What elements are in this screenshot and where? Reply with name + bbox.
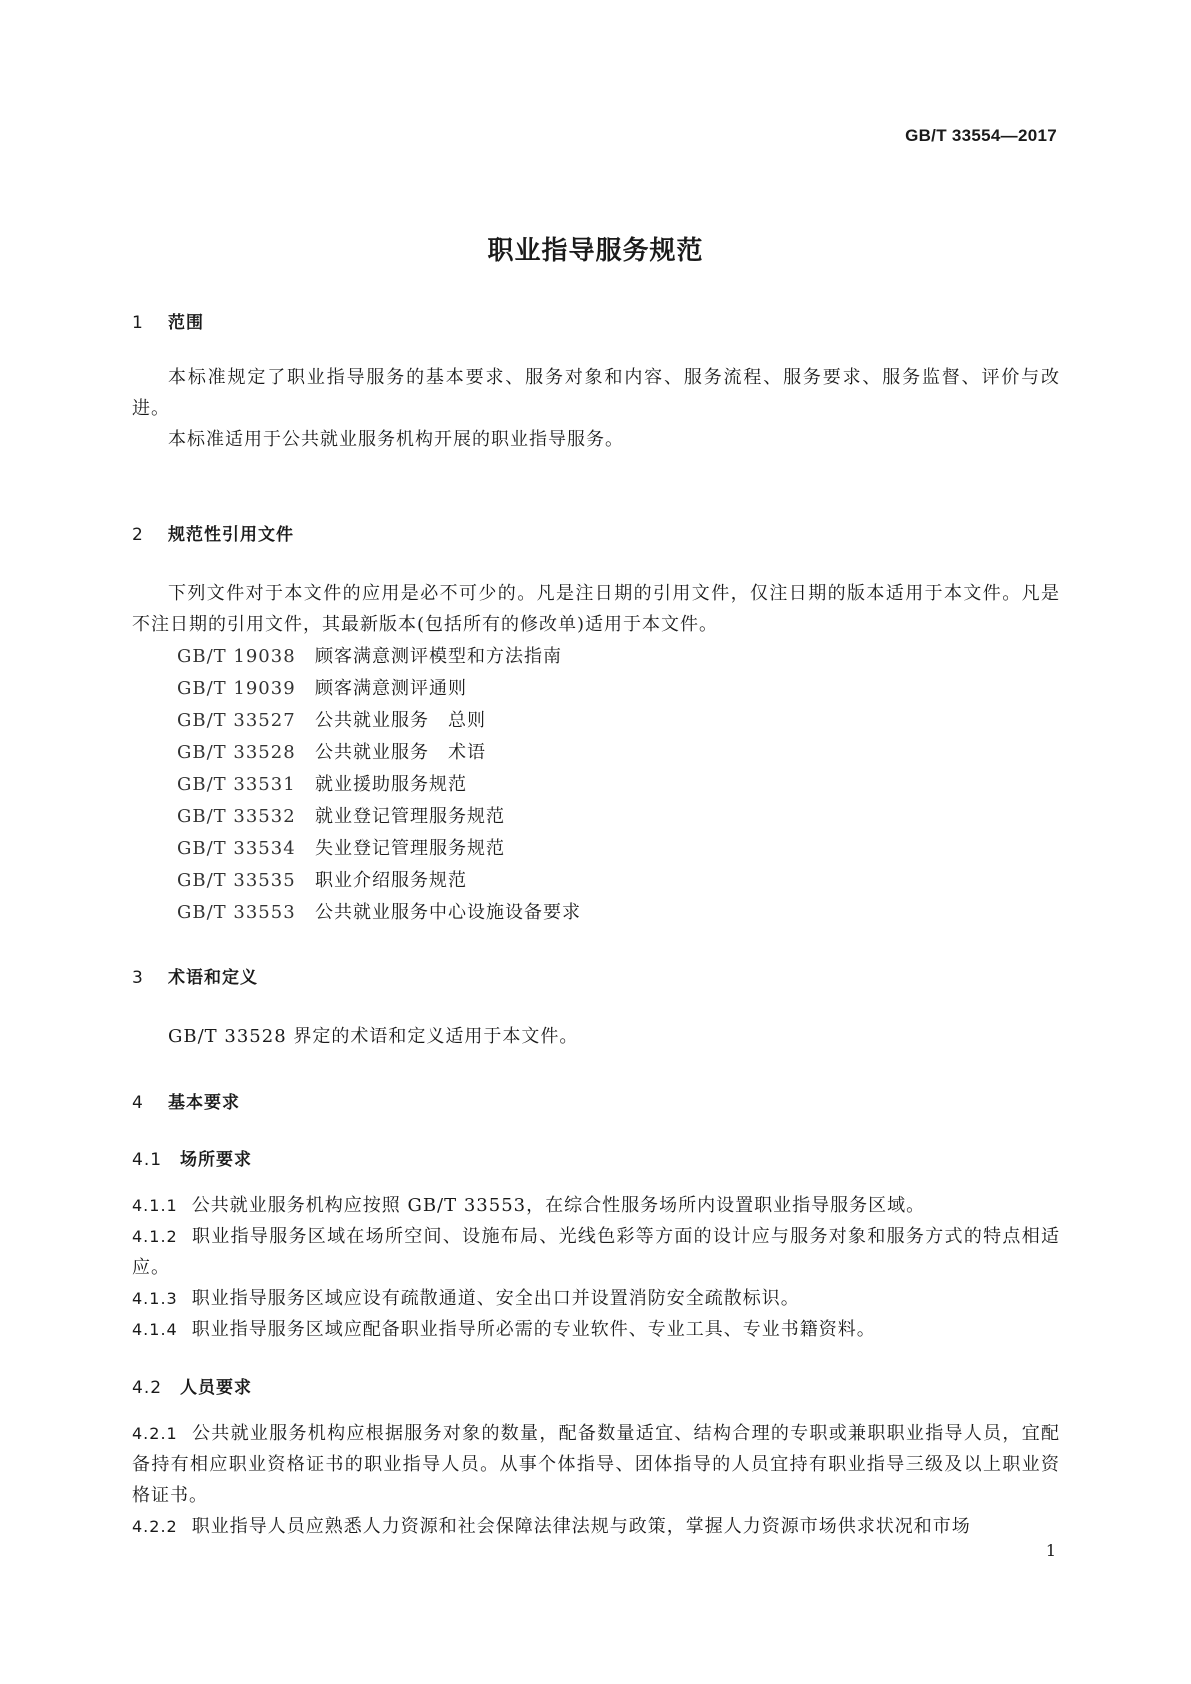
reference-title: 顾客满意测评模型和方法指南 <box>315 646 562 667</box>
section-title: 范围 <box>168 313 204 333</box>
clause-number: 4.1.4 <box>132 1320 178 1339</box>
section-number: 3 <box>132 968 144 988</box>
section-title: 基本要求 <box>168 1093 240 1113</box>
reference-item <box>177 769 581 801</box>
section-number: 1 <box>132 313 144 333</box>
section-1-paragraph: 本标准适用于公共就业服务机构开展的职业指导服务。 <box>168 429 624 450</box>
clause-text: 职业指导人员应熟悉人力资源和社会保障法律法规与政策，掌握人力资源市场供求状况和市场 <box>191 1516 971 1537</box>
section-1-paragraph: 本标准规定了职业指导服务的基本要求、服务对象和内容、服务流程、服务要求、服务监督、评价与改进。 <box>132 367 1060 419</box>
reference-code: GB/T 33527 <box>177 710 296 731</box>
reference-code: GB/T 33535 <box>177 870 296 891</box>
reference-item <box>177 705 581 737</box>
reference-item <box>177 897 581 929</box>
normative-reference-list <box>177 641 581 929</box>
reference-code: GB/T 33532 <box>177 806 296 827</box>
subsection-title: 场所要求 <box>180 1150 252 1170</box>
clause-4-1-2 <box>132 1221 1060 1283</box>
reference-title: 顾客满意测评通则 <box>315 678 467 699</box>
clause-4-2-1 <box>132 1418 1060 1511</box>
reference-title: 职业介绍服务规范 <box>315 870 467 891</box>
subsection-4-1-heading <box>132 1145 252 1170</box>
subsection-4-2-heading <box>132 1373 252 1398</box>
reference-item <box>177 673 581 705</box>
reference-title: 失业登记管理服务规范 <box>315 838 505 859</box>
reference-title: 公共就业服务 总则 <box>315 710 486 731</box>
page-number: 1 <box>1045 1541 1056 1560</box>
reference-title: 就业登记管理服务规范 <box>315 806 505 827</box>
reference-title: 就业援助服务规范 <box>315 774 467 795</box>
clause-text: 职业指导服务区域应配备职业指导所必需的专业软件、专业工具、专业书籍资料。 <box>191 1319 876 1340</box>
clause-text: 职业指导服务区域应设有疏散通道、安全出口并设置消防安全疏散标识。 <box>191 1288 800 1309</box>
standard-code: GB/T 33554—2017 <box>905 126 1057 145</box>
clause-number: 4.1.3 <box>132 1289 178 1308</box>
clause-number: 4.1.2 <box>132 1227 178 1246</box>
clause-number: 4.2.1 <box>132 1424 178 1443</box>
reference-title: 公共就业服务中心设施设备要求 <box>315 902 581 923</box>
subsection-number: 4.1 <box>132 1150 163 1170</box>
section-4-heading <box>132 1088 240 1113</box>
reference-title: 公共就业服务 术语 <box>315 742 486 763</box>
subsection-number: 4.2 <box>132 1378 163 1398</box>
clause-4-2-2 <box>132 1511 1060 1542</box>
section-title: 术语和定义 <box>168 968 258 988</box>
subsection-title: 人员要求 <box>180 1378 252 1398</box>
reference-code: GB/T 19039 <box>177 678 296 699</box>
reference-code: GB/T 33553 <box>177 902 296 923</box>
reference-code: GB/T 33534 <box>177 838 296 859</box>
section-number: 4 <box>132 1093 144 1113</box>
document-title: 职业指导服务规范 <box>487 236 704 266</box>
section-number: 2 <box>132 525 144 545</box>
clause-text: 职业指导服务区域在场所空间、设施布局、光线色彩等方面的设计应与服务对象和服务方式的特点相适应。 <box>132 1226 1060 1278</box>
clause-number: 4.2.2 <box>132 1517 178 1536</box>
clause-4-1-1 <box>132 1190 1060 1221</box>
section-2-intro: 下列文件对于本文件的应用是必不可少的。凡是注日期的引用文件，仅注日期的版本适用于本文件。凡是不注日期的引用文件，其最新版本(包括所有的修改单)适用于本文件。 <box>132 583 1060 635</box>
reference-item <box>177 737 581 769</box>
reference-item <box>177 801 581 833</box>
section-3-paragraph: GB/T 33528 界定的术语和定义适用于本文件。 <box>168 1026 579 1047</box>
section-2-heading <box>132 520 294 545</box>
clause-text: 公共就业服务机构应根据服务对象的数量，配备数量适宜、结构合理的专职或兼职职业指导人员，宜配备持有相应职业资格证书的职业指导人员。从事个体指导、团体指导的人员宜持有职业指导三级及以上职业资格证书。 <box>132 1423 1060 1506</box>
clause-4-1-4 <box>132 1314 1060 1345</box>
reference-item <box>177 865 581 897</box>
reference-code: GB/T 33528 <box>177 742 296 763</box>
clause-4-1-3 <box>132 1283 1060 1314</box>
section-1-heading <box>132 308 204 333</box>
clause-text: 公共就业服务机构应按照 GB/T 33553，在综合性服务场所内设置职业指导服务区域。 <box>191 1195 926 1216</box>
reference-code: GB/T 33531 <box>177 774 296 795</box>
reference-item <box>177 833 581 865</box>
clause-number: 4.1.1 <box>132 1196 178 1215</box>
section-3-heading <box>132 963 258 988</box>
reference-code: GB/T 19038 <box>177 646 296 667</box>
section-title: 规范性引用文件 <box>168 525 294 545</box>
reference-item <box>177 641 581 673</box>
